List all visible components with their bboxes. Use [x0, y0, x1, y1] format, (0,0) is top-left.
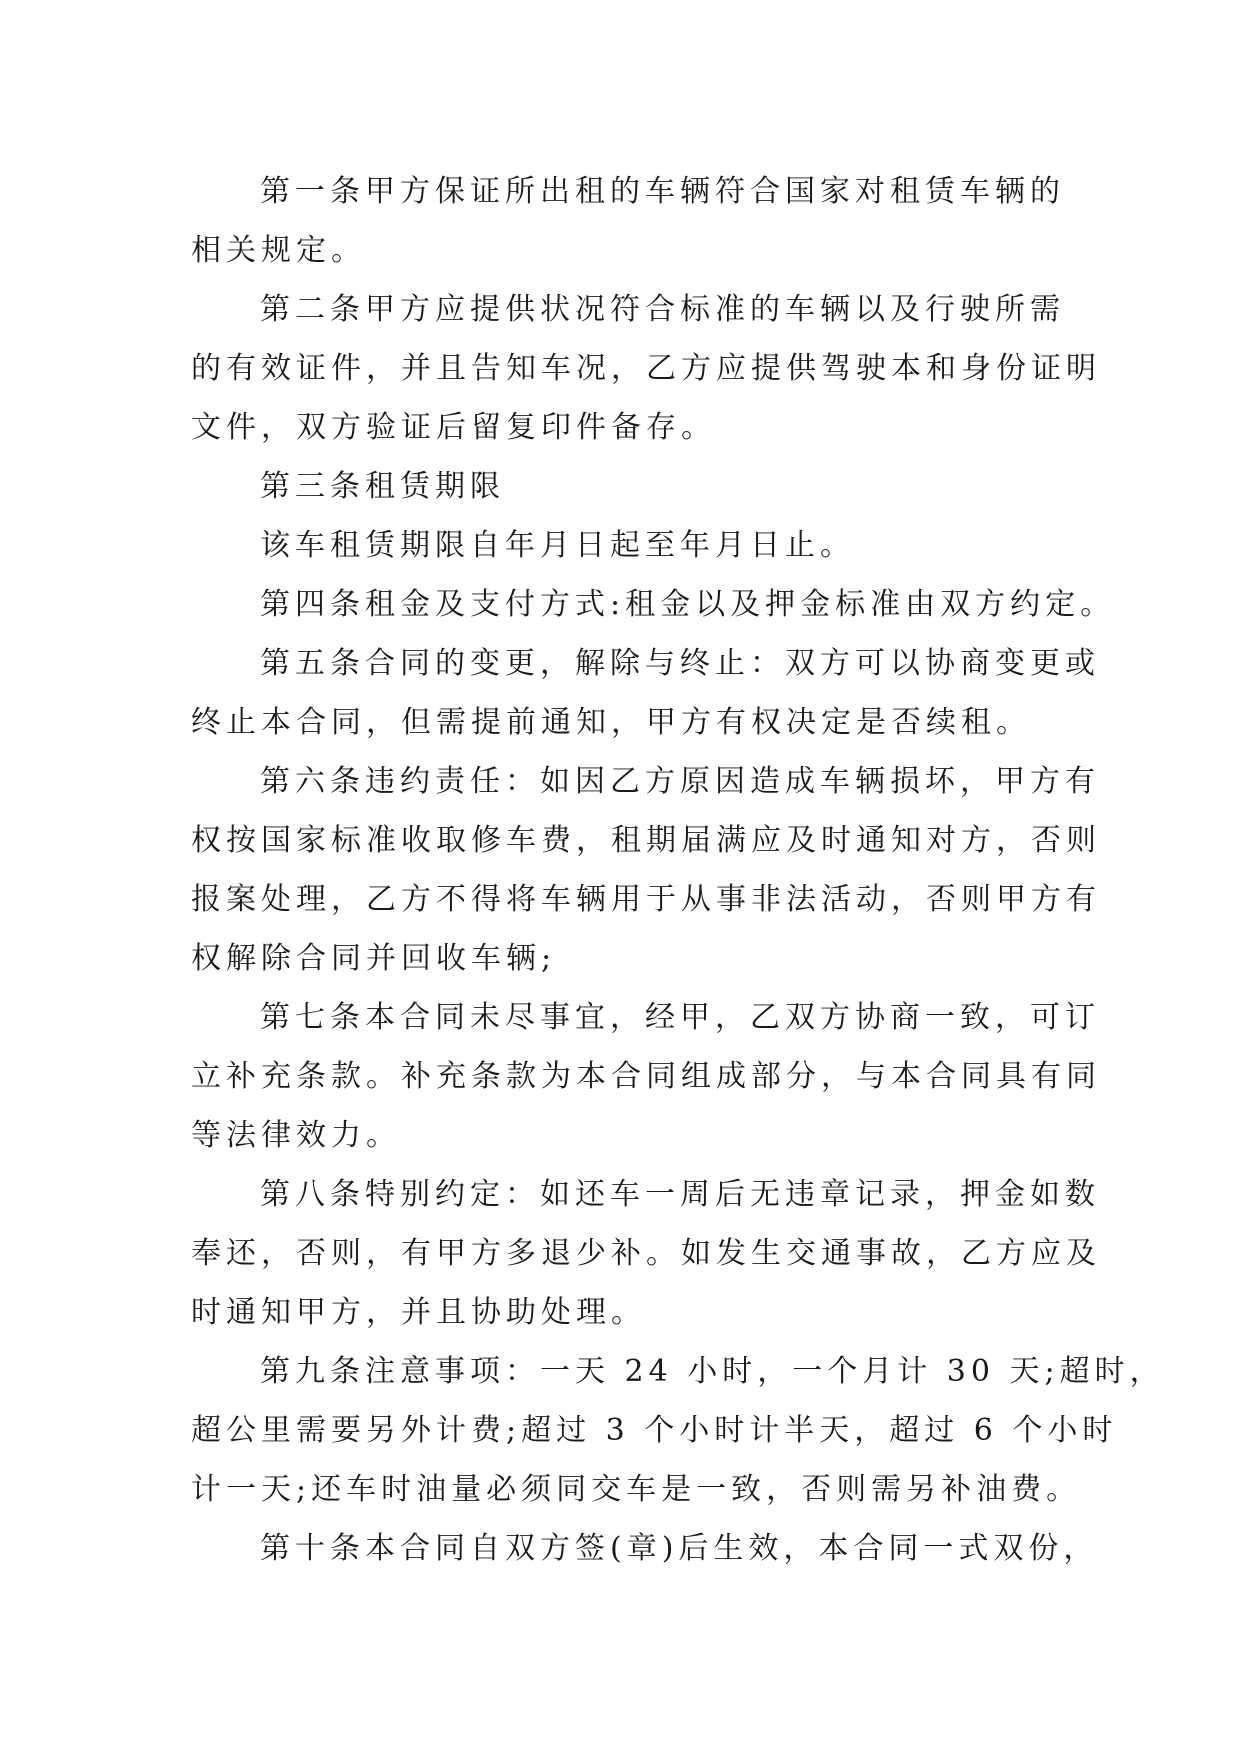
text-line: 奉还，否则，有甲方多退少补。如发生交通事故，乙方应及 — [191, 1236, 1101, 1271]
text-line: 权解除合同并回收车辆; — [191, 941, 557, 976]
text-line: 第六条违约责任：如因乙方原因造成车辆损坏，甲方有 — [260, 764, 1100, 799]
paragraph-article-5 — [191, 634, 1100, 752]
text-line: 第八条特别约定：如还车一周后无违章记录，押金如数 — [260, 1177, 1100, 1212]
paragraph-article-10 — [191, 1519, 1099, 1578]
text-line: 第四条租金及支付方式:租金以及押金标准由双方约定。 — [260, 587, 1116, 622]
text-line: 等法律效力。 — [191, 1118, 401, 1153]
text-line: 权按国家标准收取修车费，租期届满应及时通知对方，否则 — [191, 823, 1101, 858]
text-line: 终止本合同，但需提前通知，甲方有权决定是否续租。 — [191, 705, 1031, 740]
paragraph-article-2 — [191, 280, 1101, 457]
text-line: 第三条租赁期限 — [260, 469, 505, 504]
paragraph-article-6 — [191, 752, 1101, 988]
text-line: 报案处理，乙方不得将车辆用于从事非法活动，否则甲方有 — [191, 882, 1101, 917]
text-line: 的有效证件，并且告知车况，乙方应提供驾驶本和身份证明 — [191, 351, 1101, 386]
text-line: 该车租赁期限自年月日起至年月日止。 — [260, 528, 855, 563]
text-line: 第一条甲方保证所出租的车辆符合国家对租赁车辆的 — [260, 174, 1065, 209]
paragraph-article-1 — [191, 162, 1065, 280]
paragraph-lease-period — [191, 516, 1051, 575]
text-line: 文件，双方验证后留复印件备存。 — [191, 410, 716, 445]
text-line: 相关规定。 — [191, 233, 366, 268]
text-line: 时通知甲方，并且协助处理。 — [191, 1295, 646, 1330]
text-line: 超公里需要另外计费;超过 3 个小时计半天，超过 6 个小时 — [191, 1413, 1118, 1448]
text-line: 第五条合同的变更，解除与终止：双方可以协商变更或 — [260, 646, 1100, 681]
text-line: 第二条甲方应提供状况符合标准的车辆以及行驶所需 — [260, 292, 1065, 327]
text-line: 计一天;还车时油量必须同交车是一致，否则需另补油费。 — [191, 1472, 1082, 1507]
paragraph-article-7 — [191, 988, 1101, 1165]
text-line: 立补充条款。补充条款为本合同组成部分，与本合同具有同 — [191, 1059, 1101, 1094]
text-line: 第九条注意事项：一天 24 小时，一个月计 30 天;超时， — [260, 1354, 1165, 1389]
document-body — [191, 162, 1165, 1578]
text-line: 第十条本合同自双方签(章)后生效，本合同一式双份， — [260, 1531, 1099, 1566]
text-line: 第七条本合同未尽事宜，经甲，乙双方协商一致，可订 — [260, 1000, 1100, 1035]
paragraph-article-9 — [191, 1342, 1165, 1519]
paragraph-article-3 — [191, 457, 1051, 516]
paragraph-article-8 — [191, 1165, 1101, 1342]
paragraph-article-4 — [191, 575, 1116, 634]
